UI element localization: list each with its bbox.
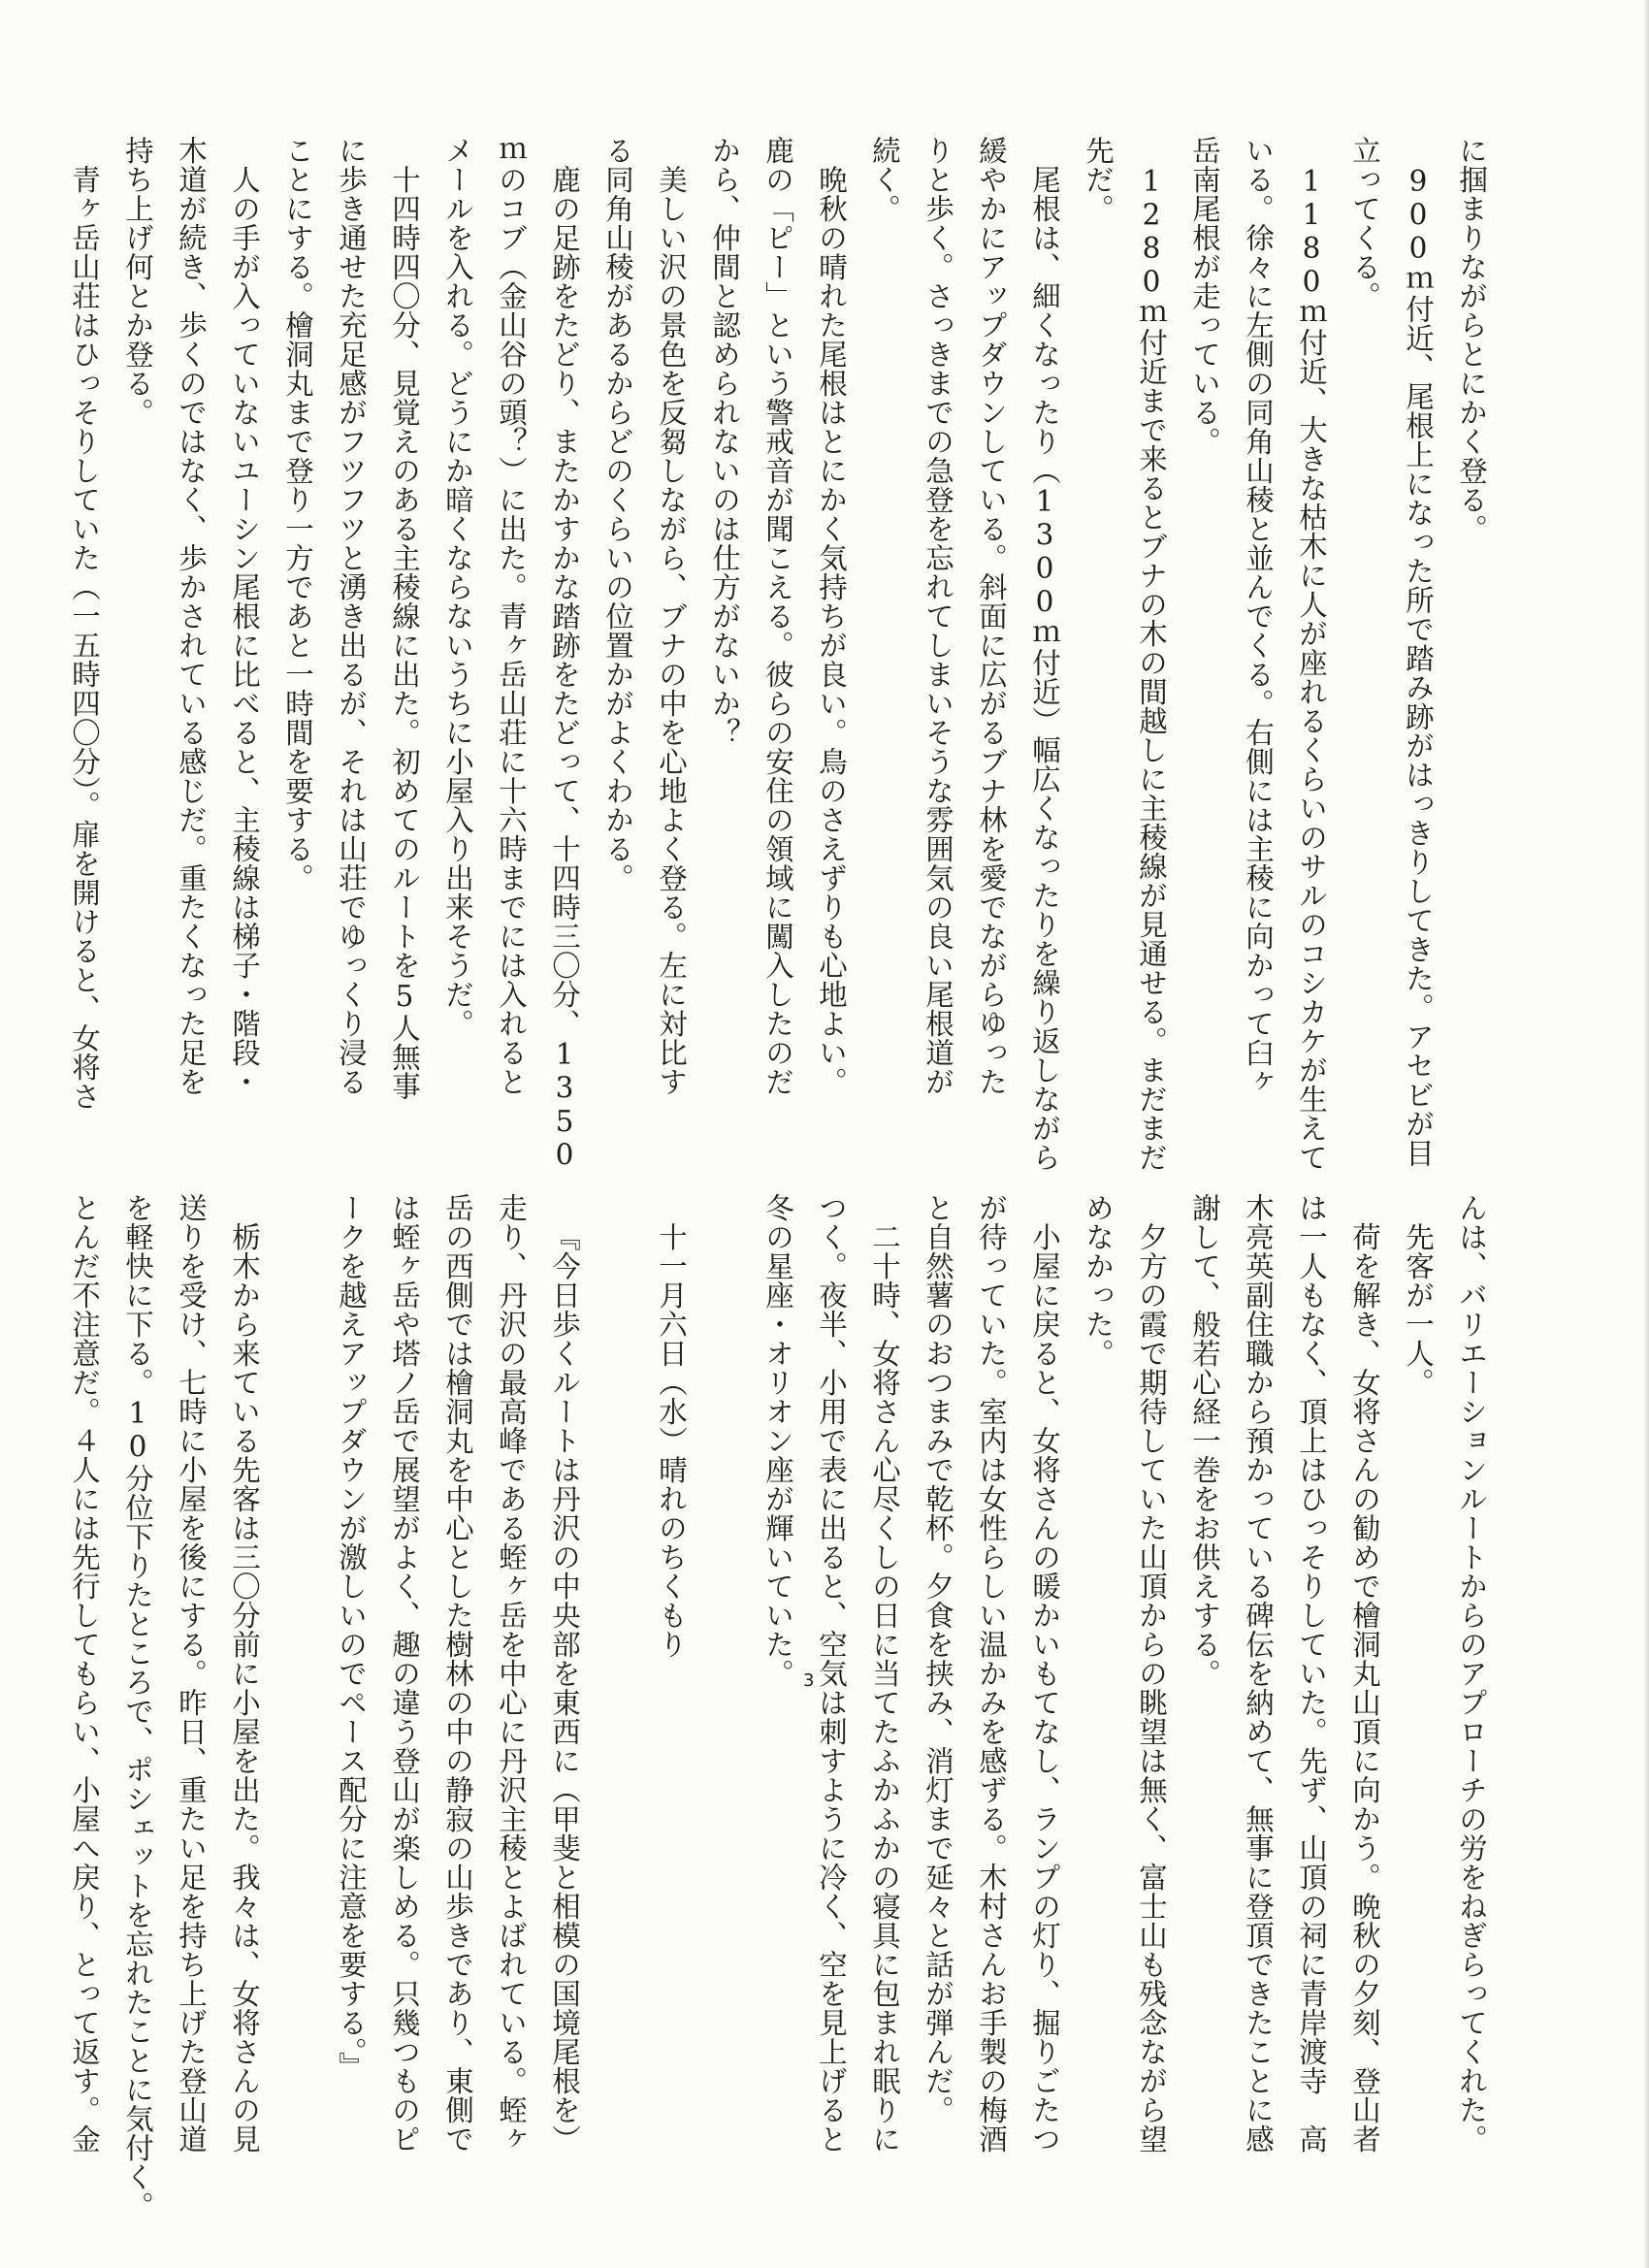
upper-text-line: に掴まりながらとにかく登る。	[1455, 136, 1488, 543]
upper-text-line: 晩秋の晴れた尾根はとにかく気持ちが良い。鳥のさえずりも心地よい。	[815, 164, 848, 1096]
lower-text-line: とんだ不注意だ。４人には先行してもらい、小屋へ戻り、とって返す。金	[68, 1193, 101, 2154]
upper-text-block	[68, 136, 1498, 1172]
lower-text-line: 二十時、女将さん心尽くしの日に当てたふかふかの寝具に包まれ眠りに	[868, 1221, 901, 2154]
upper-text-line: る同角山稜があるからどのくらいの位置かがよくわかる。	[601, 136, 634, 892]
lower-text-line: 十一月六日（水）晴れのちくもり	[655, 1221, 688, 1659]
lower-text-line: を軽快に下る。10分位下りたところで、ポシェットを忘れたことに気付く。	[121, 1193, 154, 2220]
upper-text-line: に歩き通せた充足感がフツフツと湧き出るが、それは山荘でゆっくり浸る	[335, 136, 368, 1096]
upper-text-line: りと歩く。さっきまでの急登を忘れてしまいそうな雰囲気の良い尾根道が	[922, 136, 954, 1096]
lower-text-line: んは、バリエーションルートからのアプローチの労をねぎらってくれた。	[1455, 1193, 1488, 2154]
lower-text-line: 小屋に戻ると、女将さんの暖かいもてなし、ランプの灯り、掘りごたつ	[1028, 1221, 1061, 2154]
page-number: 3	[803, 1670, 815, 1691]
upper-text-line: 緩やかにアップダウンしている。斜面に広がるブナ林を愛でながらゆった	[975, 136, 1008, 1096]
upper-text-line: 岳南尾根が走っている。	[1188, 136, 1221, 456]
lower-text-line: 先客が一人。	[1402, 1221, 1435, 1397]
lower-text-line: と自然薯のおつまみで乾杯。夕食を挟み、消灯まで延々と話が弾んだ。	[922, 1193, 954, 2124]
upper-text-line: ことにする。檜洞丸まで登り一方であと一時間を要する。	[281, 136, 314, 892]
upper-text-line: 青ヶ岳山荘はひっそりしていた（一五時四〇分）。扉を開けると、女将さ	[68, 164, 101, 1111]
scan-edge	[1643, 0, 1649, 2268]
upper-text-line: 鹿の足跡をたどり、またかすかな踏跡をたどって、十四時三〇分、1350	[548, 164, 581, 1172]
lower-text-line: めなかった。	[1082, 1193, 1115, 1368]
lower-text-block	[68, 1193, 1498, 2220]
upper-text-line: 立ってくる。	[1348, 136, 1381, 310]
lower-text-line	[697, 1193, 751, 2095]
lower-text-line	[591, 1193, 644, 2095]
upper-text-line: ｍのコブ（金山谷の頭？）に出た。青ヶ岳山荘に十六時までには入れると	[495, 136, 528, 1096]
lower-text-line: 謝して、般若心経一巻をお供えする。	[1188, 1193, 1221, 1688]
upper-text-line: 木道が続き、歩くのではなく、歩かされている感じだ。重たくなった足を	[175, 136, 208, 1096]
lower-text-line	[271, 1193, 324, 2095]
upper-text-line: 1180ｍ付近、大きな枯木に人が座れるくらいのサルのコシカケが生えて	[1295, 164, 1328, 1172]
upper-text-line: から、仲間と認められないのは仕方がないか？	[708, 136, 741, 747]
lower-text-line: 冬の星座・オリオン座が輝いていた。	[761, 1193, 794, 1688]
upper-text-line: 持ち上げ何とか登る。	[121, 136, 154, 427]
upper-text-line: 尾根は、細くなったり（1300ｍ付近）幅広くなったりを繰り返しながら	[1028, 164, 1061, 1172]
lower-text-line: 栃木から来ている先客は三〇分前に小屋を出た。我々は、女将さんの見	[228, 1221, 261, 2154]
upper-text-line: 十四時四〇分、見覚えのある主稜線に出た。初めてのルートを5人無事	[388, 164, 421, 1100]
lower-text-line: 走り、丹沢の最高峰である蛭ヶ岳を中心に丹沢主稜とよばれている。蛭ヶ	[495, 1193, 528, 2154]
lower-text-line: つく。夜半、小用で表に出ると、空気は刺すように冷く、空を見上げると	[815, 1193, 848, 2154]
lower-text-line: は蛭ヶ岳や塔ノ岳で展望がよく、趣の違う登山が楽しめる。只幾つものピ	[388, 1193, 421, 2154]
lower-text-line: は一人もなく、頂上はひっそりしていた。先ず、山頂の祠に青岸渡寺 高	[1295, 1193, 1328, 2154]
lower-text-line: 『今日歩くルートは丹沢の中央部を東西に（甲斐と相模の国境尾根を）	[548, 1221, 581, 2154]
upper-text-line: 人の手が入っていないユーシン尾根に比べると、主稜線は梯子・階段・	[228, 164, 261, 1096]
lower-text-line: 送りを受け、七時に小屋を後にする。昨日、重たい足を持ち上げた登山道	[175, 1193, 208, 2154]
lower-text-line: 夕方の霞で期待していた山頂からの眺望は無く、富士山も残念ながら望	[1135, 1221, 1168, 2154]
lower-text-line: 岳の西側では檜洞丸を中心とした樹林の中の静寂の山歩きであり、東側で	[441, 1193, 474, 2154]
lower-text-line: 荷を解き、女将さんの勧めで檜洞丸山頂に向かう。晩秋の夕刻、登山者	[1348, 1221, 1381, 2154]
lower-text-line: 木亮英副住職から預かっている碑伝を納めて、無事に登頂できたことに感	[1242, 1193, 1275, 2154]
upper-text-line: 鹿の「ピー」という警戒音が聞こえる。彼らの安住の領域に闖入したのだ	[761, 136, 794, 1096]
upper-text-line: いる。徐々に左側の同角山稜と並んでくる。右側には主稜に向かって臼ヶ	[1242, 136, 1275, 1096]
lower-text-line: ークを越えアップダウンが激しいのでペース配分に注意を要する。』	[335, 1193, 368, 2082]
upper-text-line: 続く。	[868, 136, 901, 223]
upper-text-line: 美しい沢の景色を反芻しながら、ブナの中を心地よく登る。左に対比す	[655, 164, 688, 1096]
upper-text-line: メールを入れる。どうにか暗くならないうちに小屋入り出来そうだ。	[441, 136, 474, 1038]
lower-text-line: が待っていた。室内は女性らしい温かみを感ずる。木村さんお手製の梅酒	[975, 1193, 1008, 2154]
upper-text-line: 1280ｍ付近まで来るとブナの木の間越しに主稜線が見通せる。まだまだ	[1135, 164, 1168, 1172]
upper-text-line: 900ｍ付近、尾根上になった所で踏み跡がはっきりしてきた。アセビが目	[1402, 164, 1435, 1167]
upper-text-line: 先だ。	[1082, 136, 1115, 223]
